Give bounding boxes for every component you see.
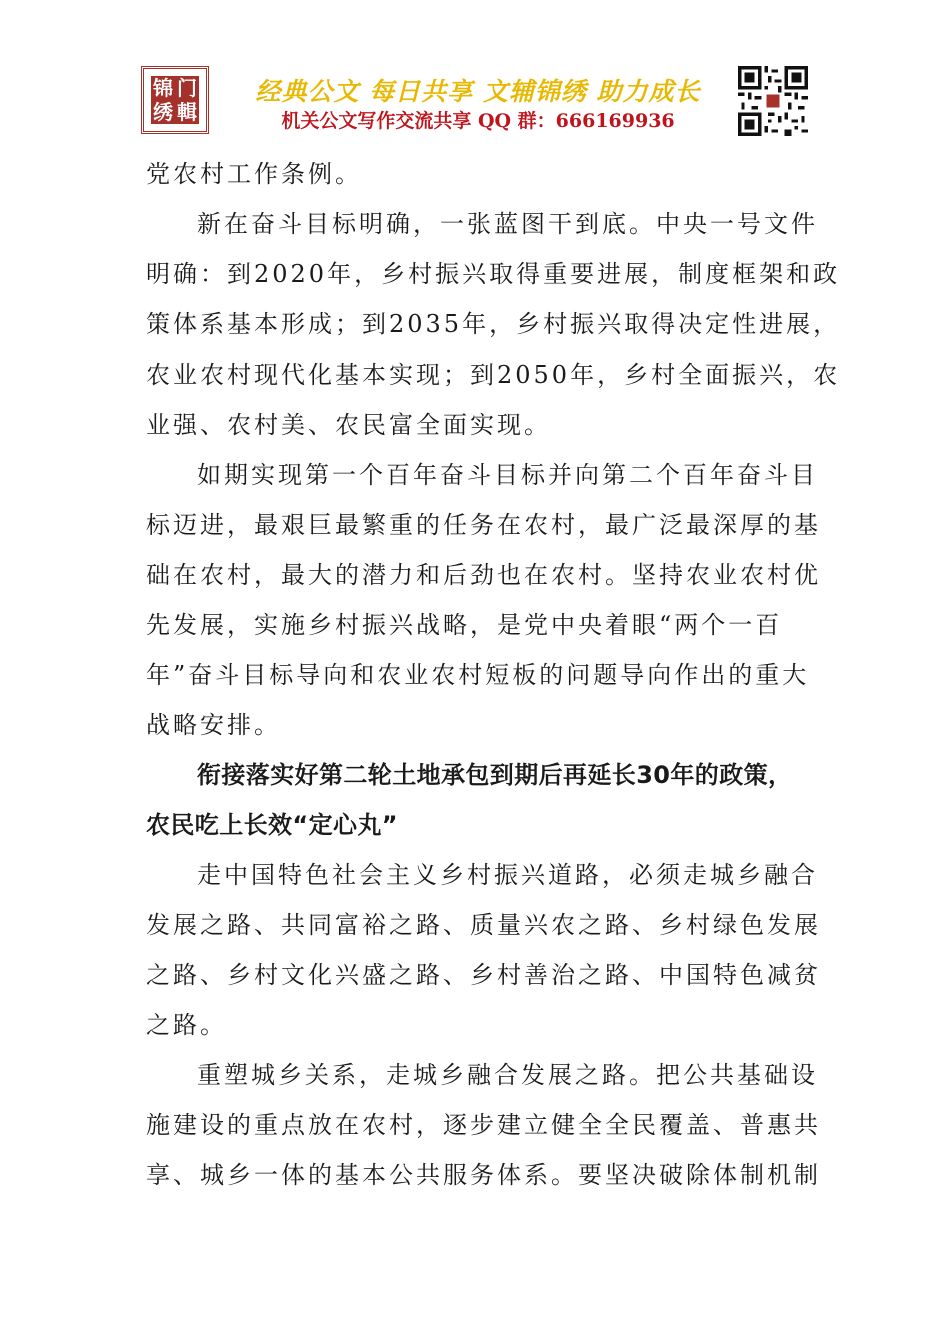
text-line: 发展之路、共同富裕之路、质量兴农之路、乡村绿色发展 xyxy=(146,911,821,939)
logo-char: 门 xyxy=(177,76,197,100)
text-line: 农业农村现代化基本实现；到2050年，乡村全面振兴，农 xyxy=(146,361,841,389)
text-line: 础在农村，最大的潜力和后劲也在农村。坚持农业农村优 xyxy=(146,561,821,589)
text-line: 新在奋斗目标明确，一张蓝图干到底。中央一号文件 xyxy=(197,210,818,238)
logo-char: 锦 xyxy=(153,76,173,100)
text-line: 战略安排。 xyxy=(146,711,281,739)
text-line: 享、城乡一体的基本公共服务体系。要坚决破除体制机制 xyxy=(146,1161,821,1189)
text-line: 党农村工作条例。 xyxy=(146,160,362,188)
text-line: 之路、乡村文化兴盛之路、乡村善治之路、中国特色减贫 xyxy=(146,961,821,989)
text-line: 明确：到2020年，乡村振兴取得重要进展，制度框架和政 xyxy=(146,260,841,288)
text-line: 年”奋斗目标导向和农业农村短板的问题导向作出的重大 xyxy=(146,661,810,689)
text-line: 施建设的重点放在农村，逐步建立健全全民覆盖、普惠共 xyxy=(146,1111,821,1139)
section-heading: 衔接落实好第二轮土地承包到期后再延长30年的政策， xyxy=(197,761,793,789)
logo-char: 輯 xyxy=(177,100,197,124)
text-line: 之路。 xyxy=(146,1011,227,1039)
text-line: 标迈进，最艰巨最繁重的任务在农村，最广泛最深厚的基 xyxy=(146,511,821,539)
text-line: 业强、农村美、农民富全面实现。 xyxy=(146,411,551,439)
text-line: 重塑城乡关系，走城乡融合发展之路。把公共基础设 xyxy=(197,1061,818,1089)
header-slogan: 经典公文 每日共享 文辅锦绣 助力成长 xyxy=(255,77,701,106)
text-line: 走中国特色社会主义乡村振兴道路，必须走城乡融合 xyxy=(197,861,818,889)
text-line: 如期实现第一个百年奋斗目标并向第二个百年奋斗目 xyxy=(197,461,818,489)
text-line: 策体系基本形成；到2035年，乡村振兴取得决定性进展， xyxy=(146,310,841,338)
logo-char: 绣 xyxy=(153,100,173,124)
section-heading: 农民吃上长效“定心丸” xyxy=(146,811,398,839)
qq-group-line: 机关公文写作交流共享 QQ 群：666169936 xyxy=(281,110,675,132)
text-line: 先发展，实施乡村振兴战略，是党中央着眼“两个一百 xyxy=(146,611,783,639)
